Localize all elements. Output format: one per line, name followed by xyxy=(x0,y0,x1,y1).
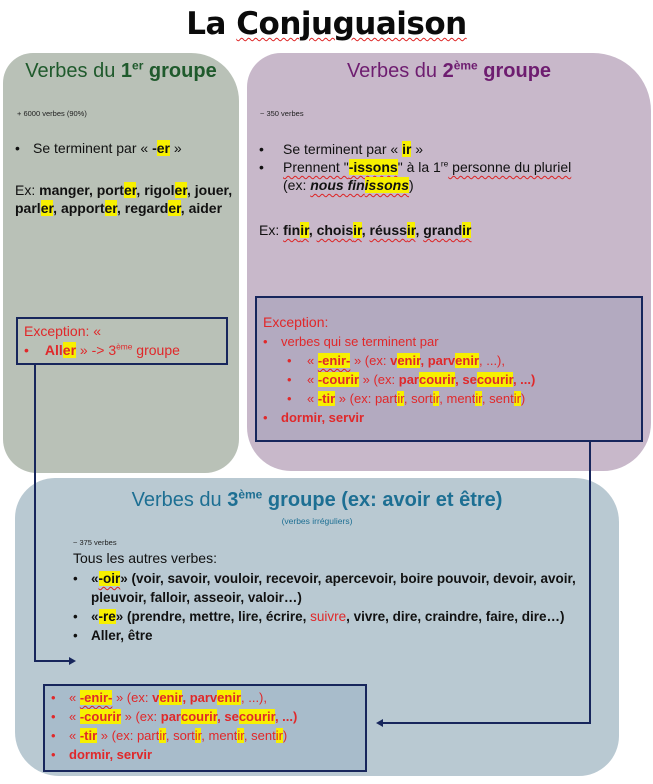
group2-rule2-ex-open: (ex: xyxy=(283,177,311,193)
quote-open: « xyxy=(69,728,80,743)
stem: part xyxy=(374,391,398,406)
stem: sent xyxy=(251,728,276,743)
bullet: • xyxy=(259,141,264,157)
oir-open: « xyxy=(91,571,99,586)
oir-close: » xyxy=(120,571,132,586)
group2-title xyxy=(247,60,651,83)
separator: , xyxy=(116,200,125,216)
ending: ir xyxy=(194,728,202,743)
stem: se xyxy=(462,372,477,387)
title-word: Conjuguaison xyxy=(236,6,467,42)
examples xyxy=(152,690,241,705)
re-open: « xyxy=(91,609,99,624)
example-ending: ir xyxy=(406,222,416,238)
exception-item xyxy=(51,745,371,764)
separator: , xyxy=(415,222,424,238)
bullet: • xyxy=(287,353,292,368)
quote-open: « xyxy=(307,391,318,406)
group1-panel xyxy=(3,53,239,473)
bullet: • xyxy=(51,709,56,724)
stem: ment xyxy=(208,728,238,743)
tail: ) xyxy=(282,728,288,743)
group2-rule2-text: Prennent " xyxy=(283,159,349,175)
group1-title-post: groupe xyxy=(143,60,217,82)
quote-open: « xyxy=(307,372,318,387)
example-ending: er xyxy=(168,200,181,216)
example-stem: manger xyxy=(39,182,89,198)
group1-exception-item xyxy=(24,341,180,359)
group1-title-sup: er xyxy=(132,58,144,73)
group2-rules xyxy=(259,140,649,194)
stem: sort xyxy=(173,728,195,743)
ending: -courir xyxy=(79,709,122,724)
separator: , xyxy=(182,690,190,705)
bullet: • xyxy=(263,334,268,349)
group2-examples xyxy=(259,221,471,239)
group1-title xyxy=(3,60,239,83)
dormir-servir: dormir, servir xyxy=(69,747,153,762)
separator: , xyxy=(165,728,174,743)
group1-rule-ending: er xyxy=(156,140,170,156)
group1-rule-text: Se terminent par « xyxy=(33,140,153,156)
re-close: » xyxy=(115,609,128,624)
ending: -tir xyxy=(79,728,98,743)
example-ending: er xyxy=(104,200,117,216)
group2-exception-box xyxy=(255,296,643,442)
exception-aller-stem: All xyxy=(44,342,63,358)
group2-title-pre: Verbes du xyxy=(346,60,443,82)
bullet: • xyxy=(287,372,292,387)
example-ending: er xyxy=(174,182,187,198)
stem: sent xyxy=(489,391,514,406)
example-stem: jouer xyxy=(194,182,229,198)
exception-item xyxy=(263,389,643,408)
ending: enir xyxy=(159,690,183,705)
group2-rule2-ex-word: nous fin xyxy=(310,177,365,193)
group2-title-post: groupe xyxy=(477,60,552,82)
group1-rule xyxy=(15,139,182,157)
group2-panel xyxy=(247,53,651,471)
arrow-aller-head-icon xyxy=(69,657,76,665)
arrow-aller-vertical xyxy=(34,365,36,662)
example-stem: port xyxy=(96,182,124,198)
quote-close: » (ex: xyxy=(359,372,399,387)
group2-exception-list xyxy=(263,332,643,427)
group1-exception-label: Exception: « xyxy=(24,323,102,339)
group2-count: ~ 350 verbes xyxy=(260,109,304,118)
ending: -enir- xyxy=(79,690,113,705)
example-stem: aider xyxy=(188,200,223,216)
group3-title-post: groupe (ex: avoir et être) xyxy=(262,489,503,511)
example-ending: ir xyxy=(300,222,309,238)
tail: , ...) xyxy=(274,709,298,724)
exception-item xyxy=(263,408,643,427)
exception-courir xyxy=(69,707,297,726)
re-examples-a: (prendre, mettre, lire, écrire, xyxy=(127,609,311,624)
ending: ir xyxy=(397,391,404,406)
exception-item xyxy=(263,351,643,370)
exception-item xyxy=(51,726,371,745)
ending: enir xyxy=(217,690,241,705)
example-stem: réuss xyxy=(369,222,407,238)
separator: , xyxy=(53,200,61,216)
separator: , xyxy=(439,391,447,406)
ending: courir xyxy=(238,709,275,724)
exception-item xyxy=(263,370,643,389)
exception-item xyxy=(51,688,371,707)
example-stem: chois xyxy=(316,222,354,238)
stem: part xyxy=(136,728,160,743)
group3-title xyxy=(15,489,619,512)
exception-enir xyxy=(69,688,267,707)
ending: enir xyxy=(397,353,421,368)
bullet: • xyxy=(73,609,78,624)
separator: , xyxy=(88,182,97,198)
group3-intro: Tous les autres verbes: xyxy=(73,550,217,566)
tail: , ...), xyxy=(479,353,505,368)
group1-rule-dash: - xyxy=(152,140,157,156)
stem: se xyxy=(224,709,239,724)
ending: ir xyxy=(513,391,521,406)
examples xyxy=(390,353,479,368)
separator: , xyxy=(308,222,317,238)
ending: courir xyxy=(476,372,513,387)
ending: ir xyxy=(159,728,166,743)
example-ending: er xyxy=(123,182,137,198)
quote-close: » (ex: xyxy=(121,709,161,724)
ending: courir xyxy=(181,709,218,724)
group2-rule2-sup: re xyxy=(440,158,449,169)
separator: , xyxy=(180,200,189,216)
arrow-exception-head-icon xyxy=(376,719,383,727)
group2-title-sup: ème xyxy=(453,58,478,73)
group3-title-sup: ème xyxy=(238,487,263,502)
separator: , xyxy=(136,182,145,198)
group2-rule1-close: » xyxy=(411,141,424,157)
example-stem: rigol xyxy=(144,182,175,198)
separator: , xyxy=(243,728,252,743)
separator: , xyxy=(217,709,225,724)
separator: , xyxy=(420,353,428,368)
aller-etre: Aller, être xyxy=(91,628,153,643)
examples xyxy=(399,372,513,387)
oir-ending: -oir xyxy=(98,571,121,586)
quote-close: » (ex: xyxy=(112,690,153,705)
separator: , xyxy=(481,391,490,406)
group3-exception-box xyxy=(43,684,367,772)
separator: , xyxy=(361,222,370,238)
group1-exception-box xyxy=(16,317,228,365)
bullet: • xyxy=(15,140,20,156)
bullet: • xyxy=(51,690,56,705)
stem: parv xyxy=(427,353,456,368)
exception-tir xyxy=(69,726,287,745)
ending: ir xyxy=(432,391,440,406)
ending: enir xyxy=(455,353,479,368)
separator: , xyxy=(403,391,412,406)
example-stem: parl xyxy=(15,200,41,216)
ending: ir xyxy=(475,391,482,406)
exception-courir xyxy=(307,370,535,389)
tail: , ...) xyxy=(512,372,536,387)
exception-sup: ème xyxy=(116,341,133,352)
separator: , xyxy=(228,182,233,198)
exception-item xyxy=(263,332,643,351)
group1-rule-close: » xyxy=(169,140,182,156)
bullet: • xyxy=(51,747,56,762)
bullet: • xyxy=(263,410,268,425)
group3-list xyxy=(73,569,613,645)
examples xyxy=(161,709,275,724)
group2-rule2-mid: " à la 1 xyxy=(397,159,441,175)
group3-title-num: 3 xyxy=(227,489,239,511)
arrow-exception-vertical xyxy=(589,442,591,724)
page-title xyxy=(0,6,653,42)
bullet: • xyxy=(24,342,29,358)
group3-count: ~ 375 verbes xyxy=(73,538,117,547)
separator: , xyxy=(187,182,195,198)
exception-enir xyxy=(307,351,505,370)
group2-title-num: 2 xyxy=(442,60,454,82)
group2-rule2-ex-ending: issons xyxy=(364,177,410,193)
example-stem: fin xyxy=(283,222,301,238)
exception-item xyxy=(51,707,371,726)
group1-title-pre: Verbes du xyxy=(25,60,121,82)
separator: , xyxy=(455,372,463,387)
example-stem: grand xyxy=(423,222,463,238)
bullet: • xyxy=(287,391,292,406)
group3-subtitle: (verbes irréguliers) xyxy=(281,516,353,526)
quote-close: » (ex: xyxy=(97,728,137,743)
example-stem: apport xyxy=(60,200,105,216)
stem: sort xyxy=(411,391,433,406)
group1-title-num: 1 xyxy=(120,60,133,82)
bullet: • xyxy=(51,728,56,743)
example-ending: ir xyxy=(462,222,472,238)
example-ending: ir xyxy=(353,222,362,238)
separator: , xyxy=(201,728,209,743)
ending: -tir xyxy=(317,391,336,406)
ending: ir xyxy=(237,728,244,743)
bullet: • xyxy=(73,628,78,643)
exception-intro: verbes qui se terminent par xyxy=(281,334,439,349)
group3-title-pre: Verbes du xyxy=(131,489,228,511)
examples-label: Ex: xyxy=(15,182,40,198)
group2-rule1-text: Se terminent par « xyxy=(283,141,403,157)
exception-tail: groupe xyxy=(132,342,180,358)
tail: ) xyxy=(520,391,526,406)
bullet: • xyxy=(259,159,264,175)
stem: v xyxy=(390,353,398,368)
example-stem: regard xyxy=(124,200,169,216)
quote-close: » (ex: xyxy=(350,353,391,368)
re-ending: -re xyxy=(98,609,116,624)
examples-label: Ex: xyxy=(259,222,284,238)
oir-examples: (voir, savoir, vouloir, recevoir, apercevoir, boire pouvoir, devoir, avoir, pleuvoir, falloir, asseoir, valoir…) xyxy=(91,571,576,605)
ending: -enir- xyxy=(317,353,351,368)
stem: par xyxy=(398,372,419,387)
stem: v xyxy=(152,690,160,705)
arrow-exception-horizontal xyxy=(382,722,591,724)
quote-open: « xyxy=(69,690,80,705)
dormir-servir: dormir, servir xyxy=(281,410,365,425)
quote-close: » (ex: xyxy=(335,391,375,406)
ending: ir xyxy=(275,728,283,743)
bullet: • xyxy=(73,571,78,586)
exception-aller-ending: er xyxy=(62,342,77,358)
group3-panel xyxy=(15,478,619,776)
stem: ment xyxy=(446,391,476,406)
stem: par xyxy=(160,709,181,724)
exception-arrow-text: » -> 3 xyxy=(76,342,117,358)
group2-rule1-ending: ir xyxy=(402,141,412,157)
group2-rule2-tail: personne du pluriel xyxy=(448,159,572,175)
group2-rule2-ex-close: ) xyxy=(409,177,414,193)
group2-rule2-ending: -issons xyxy=(348,159,398,175)
re-example-suivre: suivre xyxy=(310,609,347,624)
arrow-aller-horizontal xyxy=(34,660,70,662)
group2-exception-label: Exception: xyxy=(263,314,329,330)
group1-count: + 6000 verbes (90%) xyxy=(17,109,87,118)
title-la: La xyxy=(186,6,237,42)
ending: -courir xyxy=(317,372,360,387)
ending: courir xyxy=(419,372,456,387)
exception-tir xyxy=(307,389,525,408)
re-examples-b: , vivre, dire, craindre, faire, dire…) xyxy=(346,609,565,624)
group3-exception-list xyxy=(51,688,371,764)
quote-open: « xyxy=(69,709,80,724)
tail: , ...), xyxy=(241,690,267,705)
stem: parv xyxy=(189,690,218,705)
example-ending: er xyxy=(40,200,54,216)
quote-open: « xyxy=(307,353,318,368)
group1-examples xyxy=(15,181,237,217)
